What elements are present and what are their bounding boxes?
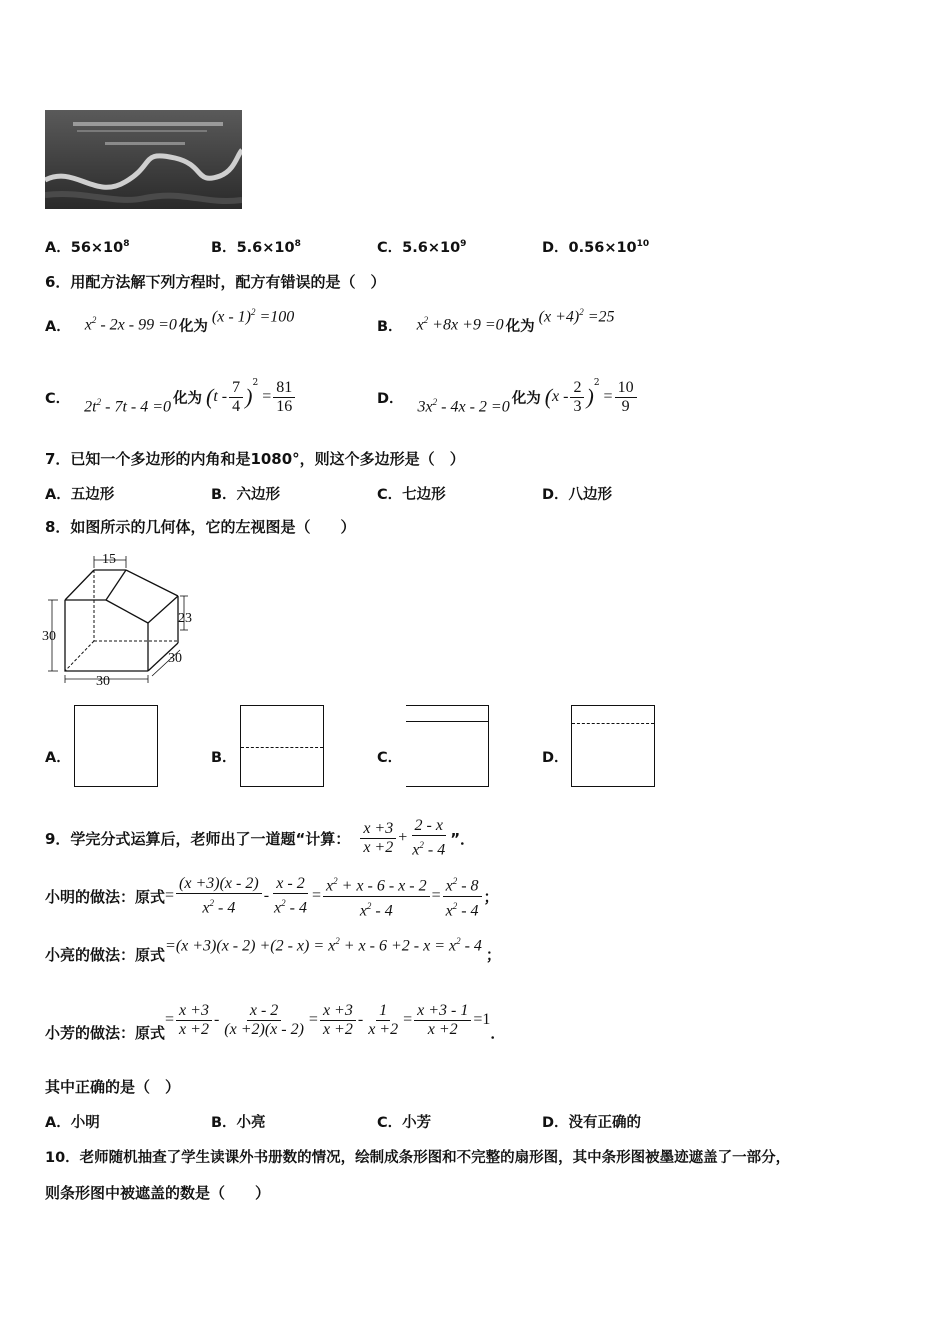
dim-bottom-label: 30 xyxy=(96,674,110,688)
q6-option-d: D． $3x^2 - 4x - 2 =0$ 化为 ( x - $\frac{2}{3}$ ) $^2$ = $\frac{10}{9}$ xyxy=(377,370,639,424)
geometric-solid-diagram xyxy=(40,548,200,688)
q9-ming-solution: 小明的做法：原式 = $\frac{(x +3)(x - 2)}{x^2 - 4}$ - $\frac{x - 2}{x^2 - 4}$ = $\frac{x^2 + x - 6 - x - 2}{x^2 - 4}$ = $\frac{x^2 - 8}{x^2 - 4}$ ； xyxy=(45,874,499,918)
q6-option-b: B． $x^2 +8x +9 =0$ 化为 $(x +4)^2 =25$ xyxy=(377,307,615,335)
q8-label-a: A． xyxy=(45,750,71,766)
q7-option-b: B．六边形 xyxy=(211,487,281,503)
q8-option-b-box xyxy=(240,705,324,787)
q8-label-b: B． xyxy=(211,750,237,766)
q6-stem: 6．用配方法解下列方程时，配方有错误的是（ ） xyxy=(45,273,386,291)
q9-option-d: D．没有正确的 xyxy=(542,1115,642,1131)
dim-depth-label: 30 xyxy=(168,651,182,666)
q5-option-a: A．$56\times 10^8$ xyxy=(45,239,130,256)
q5-photo xyxy=(45,110,242,209)
q5-option-c: C．$5.6\times 10^9$ xyxy=(377,239,467,256)
q6-option-c: C． $2t^2 - 7t - 4 =0$ 化为 ( t - $\frac{7}{4}$ ) $^2$ = $\frac{81}{16}$ xyxy=(45,370,297,424)
q8-label-c: C． xyxy=(377,750,403,766)
q8-option-c-box xyxy=(406,705,489,787)
q6-option-a: A． $x^2 - 2x - 99 =0$ 化为 (x - 1)$^2$ =100 xyxy=(45,307,295,335)
q5-option-d: D．$0.56\times 10^{10}$ xyxy=(542,239,650,256)
q9-fang-solution: 小芳的做法：原式 = $\frac{x +3}{x +2}$ - $\frac{x - 2}{(x +2)(x - 2)}$ = $\frac{x +3}{x +2}$ - $\frac{1}{x +2}$ = $\frac{x +3 - 1}{x +2}$ =1 ． xyxy=(45,1001,506,1042)
q7-option-d: D．八边形 xyxy=(542,487,613,503)
q9-option-c: C．小芳 xyxy=(377,1115,432,1131)
q5-option-b: B．$5.6\times 10^8$ xyxy=(211,239,301,256)
dim-right-label: 23 xyxy=(178,611,192,626)
q10-line2: 则条形图中被遮盖的数是（ ） xyxy=(45,1184,271,1202)
q7-option-a: A．五边形 xyxy=(45,487,115,503)
river-photo-graphic xyxy=(45,110,242,209)
q7-option-c: C．七边形 xyxy=(377,487,446,503)
q8-stem: 8．如图所示的几何体，它的左视图是（ ） xyxy=(45,518,356,536)
q9-option-a: A．小明 xyxy=(45,1115,100,1131)
q8-option-d-box xyxy=(571,705,655,787)
q8-option-a-box xyxy=(74,705,158,787)
q9-option-b: B．小亮 xyxy=(211,1115,266,1131)
q8-solid-figure xyxy=(40,548,200,688)
q9-stem: 9．学完分式运算后，老师出了一道题“计算： $\frac{x +3}{x +2}$ + $\frac{2 - x}{x^2 - 4}$ ”． xyxy=(45,816,476,859)
dim-left-label: 30 xyxy=(42,629,56,644)
q9-liang-solution: 小亮的做法：原式 $=(x +3)(x - 2) +(2 - x) = x^2 + x - 6 +2 - x = x^2 - 4$ ； xyxy=(45,936,501,964)
q9-ask: 其中正确的是（ ） xyxy=(45,1078,181,1096)
q8-label-d: D． xyxy=(542,750,569,766)
q7-stem: 7．已知一个多边形的内角和是1080°，则这个多边形是（ ） xyxy=(45,450,465,468)
q10-line1: 10．老师随机抽查了学生读课外书册数的情况，绘制成条形图和不完整的扇形图，其中条形图被墨迹遮盖了一部分， xyxy=(45,1150,791,1166)
dim-top-label: 15 xyxy=(102,552,116,567)
